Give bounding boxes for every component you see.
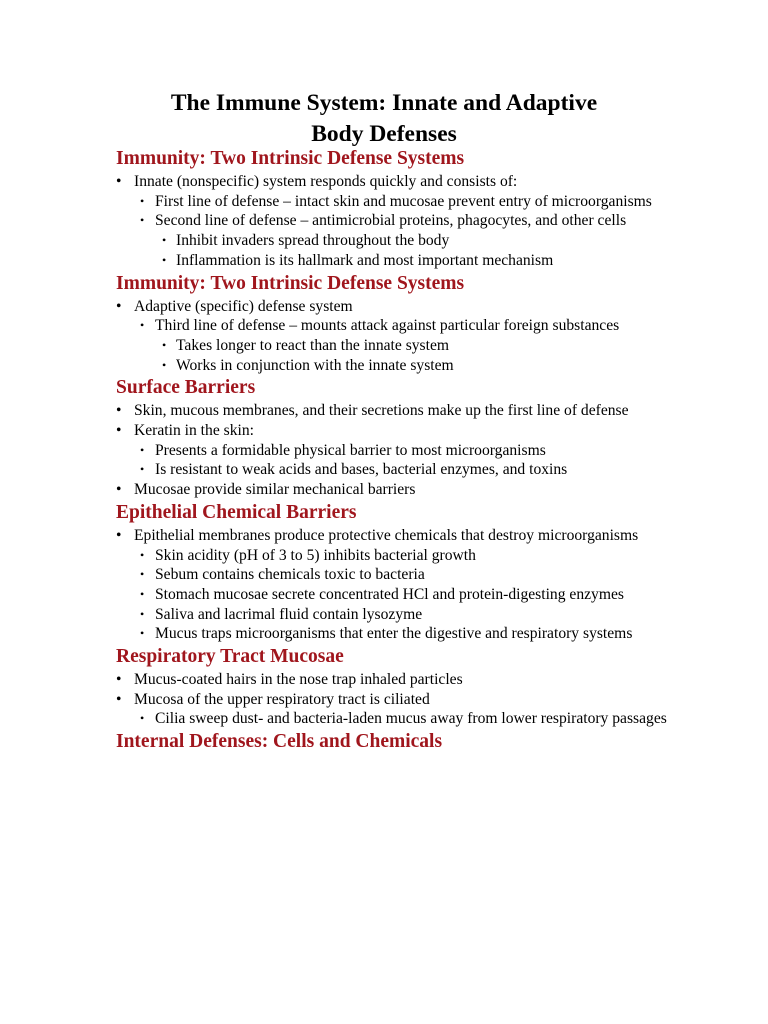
- bullet-item: • Sebum contains chemicals toxic to bacteria: [116, 565, 736, 585]
- page-title-line-1: The Immune System: Innate and Adaptive: [170, 90, 598, 116]
- bullet-item: • Skin acidity (pH of 3 to 5) inhibits bacterial growth: [116, 546, 736, 566]
- section-respiratory-tract-mucosae: [116, 644, 736, 729]
- bullet-list: [116, 401, 736, 500]
- bullet-item: • Stomach mucosae secrete concentrated HCl and protein-digesting enzymes: [116, 585, 736, 605]
- section-immunity-adaptive: [116, 271, 736, 376]
- bullet-item: • Is resistant to weak acids and bases, bacterial enzymes, and toxins: [116, 460, 736, 480]
- section-heading: Immunity: Two Intrinsic Defense Systems: [116, 272, 465, 294]
- bullet-item: • First line of defense – intact skin and mucosae prevent entry of microorganisms: [116, 192, 736, 212]
- bullet-item: • Mucosae provide similar mechanical barriers: [116, 480, 736, 500]
- bullet-item: • Presents a formidable physical barrier to most microorganisms: [116, 441, 736, 461]
- section-immunity-innate: [116, 146, 736, 271]
- bullet-item: • Inhibit invaders spread throughout the body: [116, 231, 736, 251]
- section-epithelial-chemical-barriers: [116, 500, 736, 644]
- bullet-item: • Skin, mucous membranes, and their secretions make up the first line of defense: [116, 401, 736, 421]
- bullet-item: • Works in conjunction with the innate system: [116, 356, 736, 376]
- bullet-list: [116, 172, 736, 271]
- bullet-item: • Cilia sweep dust- and bacteria-laden mucus away from lower respiratory passages: [116, 709, 736, 729]
- bullet-item: • Mucus traps microorganisms that enter the digestive and respiratory systems: [116, 624, 736, 644]
- document-body: [116, 146, 736, 755]
- page-title-line-2: Body Defenses: [311, 121, 457, 147]
- bullet-item: • Innate (nonspecific) system responds quickly and consists of:: [116, 172, 736, 192]
- bullet-item: • Takes longer to react than the innate system: [116, 336, 736, 356]
- bullet-list: [116, 297, 736, 376]
- bullet-item: • Adaptive (specific) defense system: [116, 297, 736, 317]
- bullet-item: • Mucus-coated hairs in the nose trap inhaled particles: [116, 670, 736, 690]
- section-internal-defenses: [116, 729, 736, 755]
- section-heading: Immunity: Two Intrinsic Defense Systems: [116, 148, 465, 169]
- section-heading: Respiratory Tract Mucosae: [116, 646, 344, 668]
- bullet-item: • Saliva and lacrimal fluid contain lysozyme: [116, 605, 736, 625]
- bullet-item: • Inflammation is its hallmark and most important mechanism: [116, 251, 736, 271]
- bullet-list: [116, 670, 736, 729]
- bullet-item: • Third line of defense – mounts attack against particular foreign substances: [116, 316, 736, 336]
- bullet-item: • Keratin in the skin:: [116, 421, 736, 441]
- section-heading: Epithelial Chemical Barriers: [116, 501, 357, 523]
- section-surface-barriers: [116, 375, 736, 500]
- section-heading: Surface Barriers: [116, 377, 256, 399]
- section-heading: Internal Defenses: Cells and Chemicals: [116, 731, 443, 753]
- bullet-item: • Epithelial membranes produce protective chemicals that destroy microorganisms: [116, 526, 736, 546]
- page-title: [0, 88, 768, 150]
- bullet-list: [116, 526, 736, 644]
- bullet-item: • Second line of defense – antimicrobial proteins, phagocytes, and other cells: [116, 211, 736, 231]
- bullet-item: • Mucosa of the upper respiratory tract is ciliated: [116, 690, 736, 710]
